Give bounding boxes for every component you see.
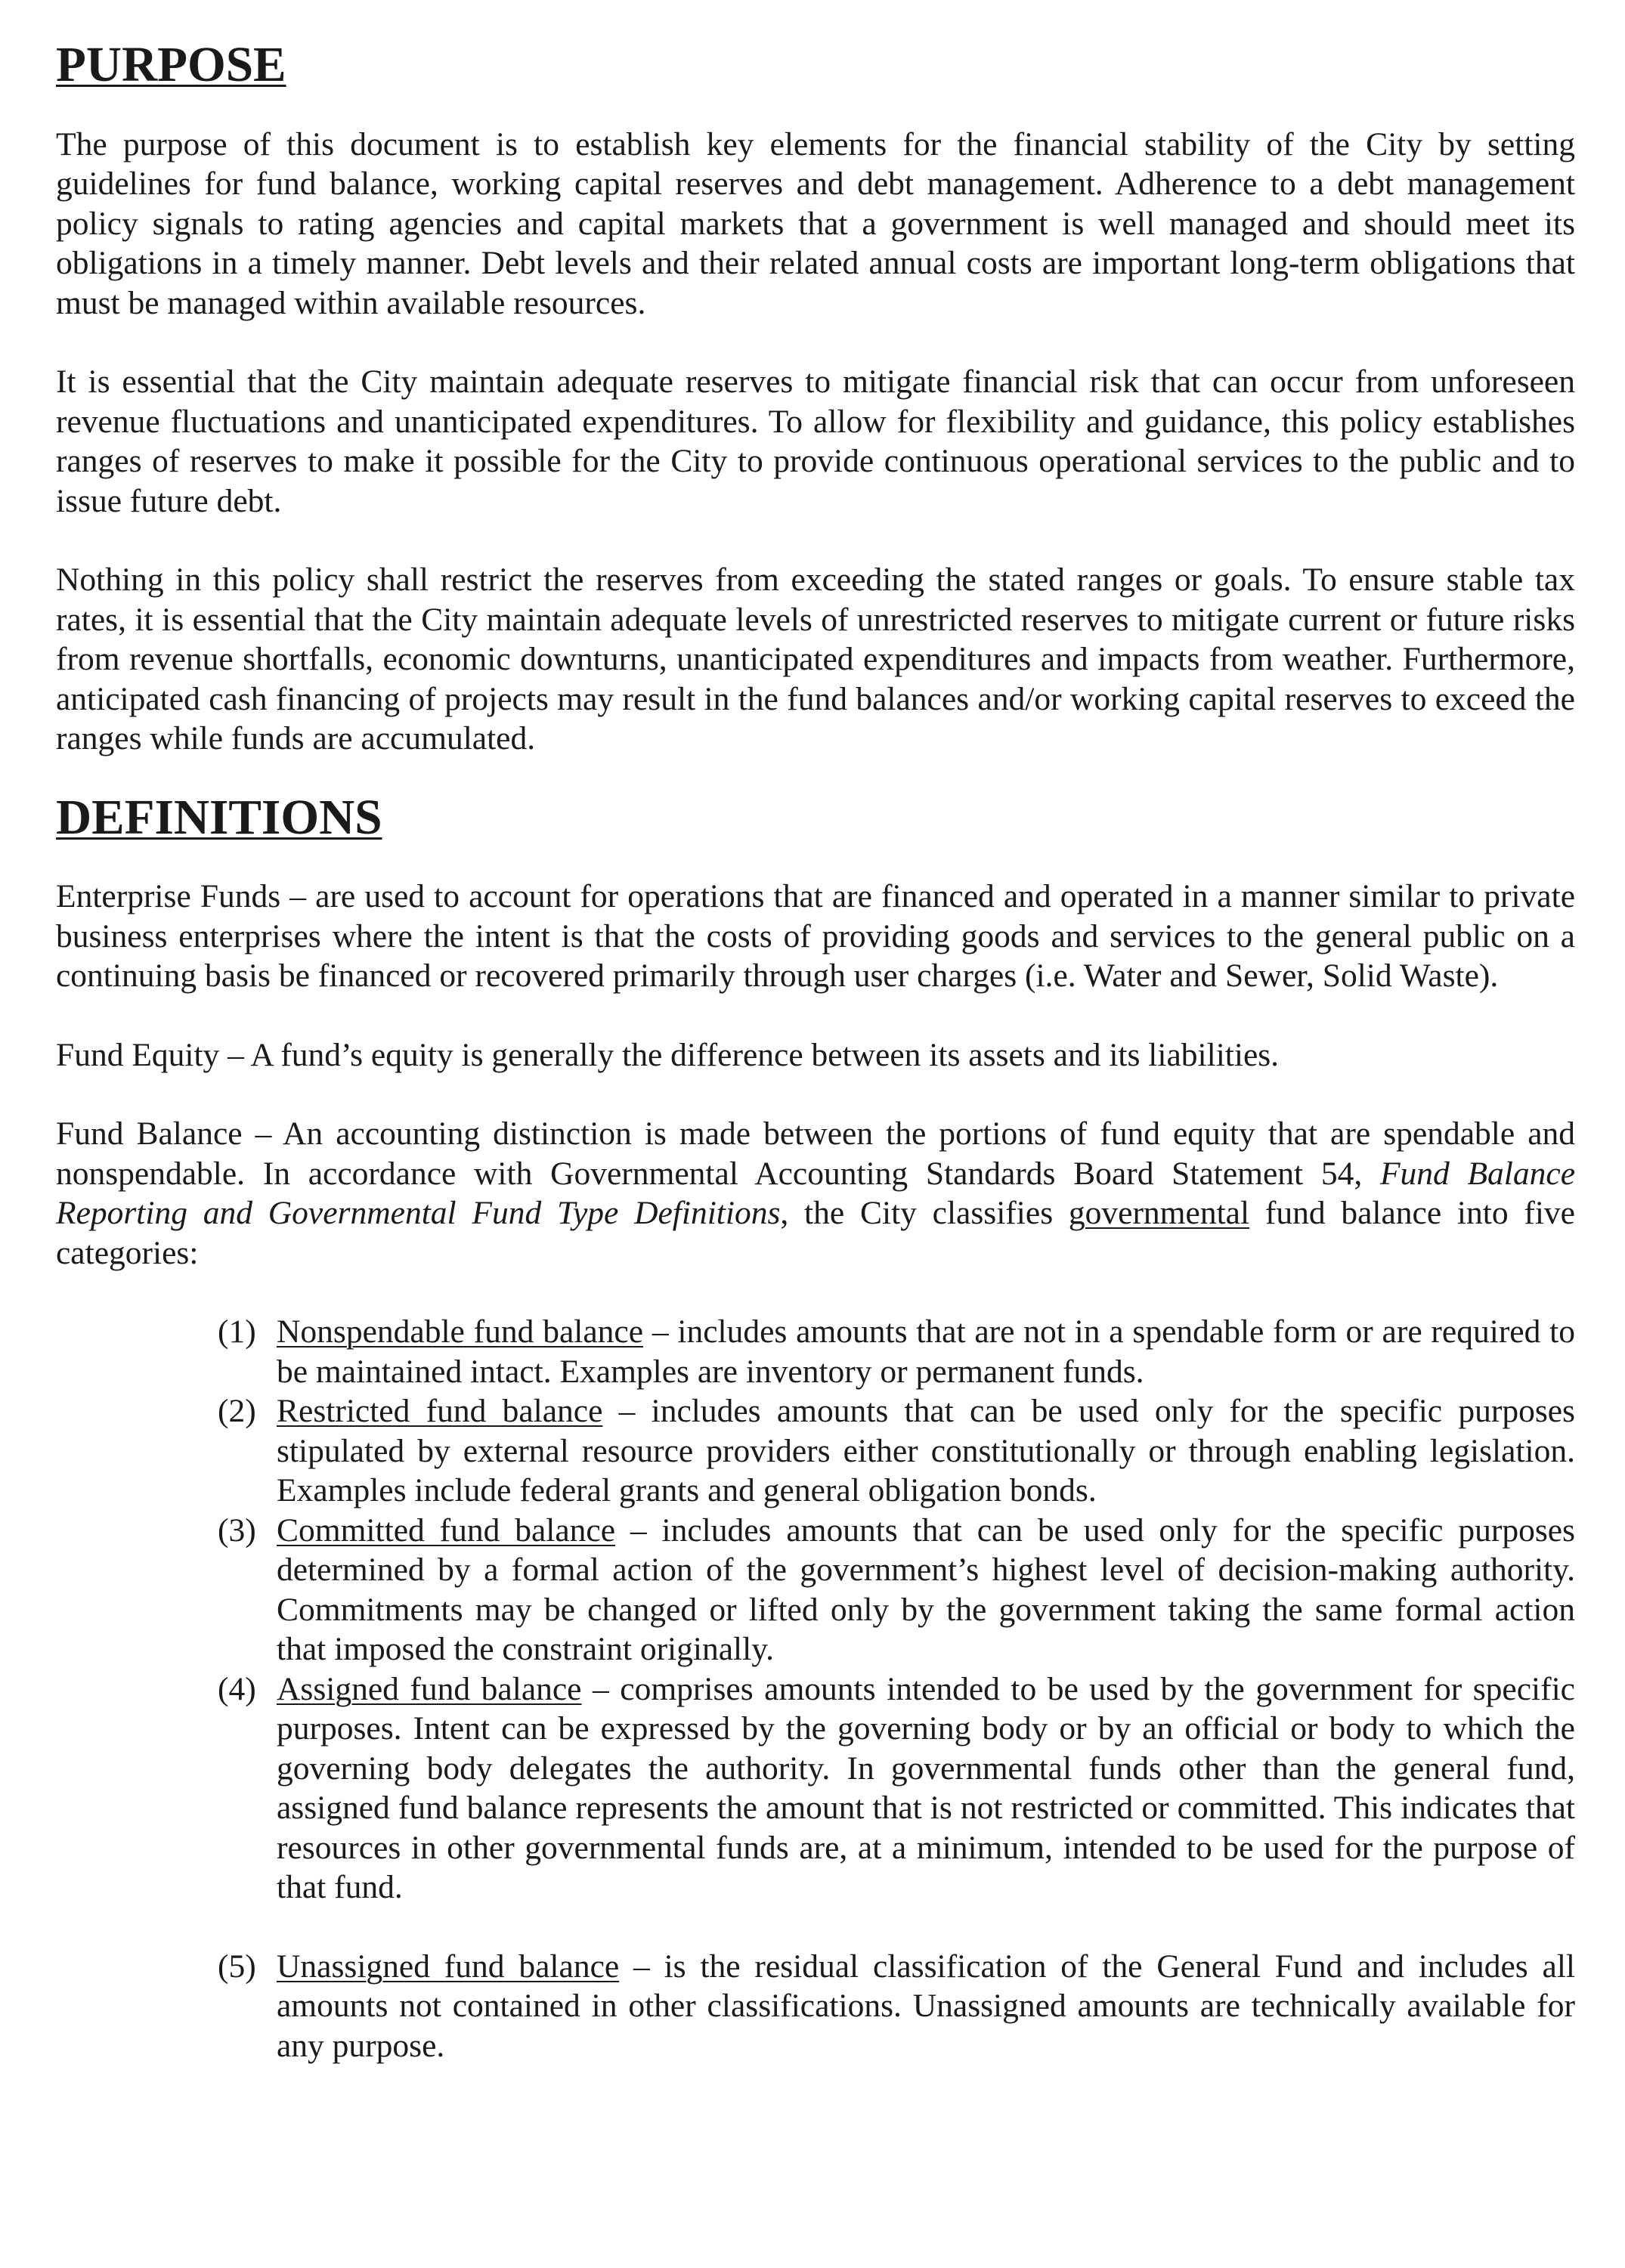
definition-fund-equity: Fund Equity – A fund’s equity is generally the difference between its assets and its liabilities. <box>56 1036 1280 1073</box>
governmental-underlined: governmental <box>1068 1195 1250 1231</box>
category-term: Committed fund balance <box>277 1511 616 1549</box>
fund-balance-categories <box>56 1312 1575 2065</box>
gasb-statement-title: Fund Balance Reporting and Governmental Fund Type Definitions <box>56 1155 1575 1231</box>
fund-balance-text: Fund Balance – An accounting distinction is made between the portions of fund equity that are spendable and nonspendable. In accordance with Governmental Accounting Standards Board Statement 54, <box>56 1115 1575 1192</box>
definition-fund-balance <box>56 1114 1575 1273</box>
category-number: (4) <box>218 1670 256 1707</box>
category-term: Assigned fund balance <box>277 1670 582 1707</box>
category-text: – is the residual classification of the General Fund and includes all amounts not contained in other classifications. Unassigned amounts are technically available for any purpose. <box>277 1948 1575 2064</box>
category-number: (1) <box>218 1313 256 1350</box>
category-text: – includes amounts that can be used only for the specific purposes determined by a formal action of the government’s highest level of decision-making authority. Commitments may be changed or lifted only by the government taking the same formal action that imposed the constraint originally. <box>277 1511 1575 1667</box>
category-term: Nonspendable fund balance <box>277 1313 644 1350</box>
purpose-heading: PURPOSE <box>56 38 286 92</box>
definitions-heading: DEFINITIONS <box>56 790 382 845</box>
category-text: – includes amounts that can be used only for the specific purposes stipulated by external resource providers either constitutionally or through enabling legislation. Examples include federal grants and general obligation bonds. <box>277 1393 1575 1508</box>
category-term: Restricted fund balance <box>277 1393 603 1429</box>
category-item <box>218 1312 1575 1391</box>
definition-enterprise-funds: Enterprise Funds – are used to account for operations that are financed and operated in a manner similar to private business enterprises where the intent is that the costs of providing goods and services to the general public on a continuing basis be financed or recovered primarily through user charges (i.e. Water and Sewer, Solid Waste). <box>56 878 1575 994</box>
category-number: (2) <box>218 1393 256 1429</box>
purpose-paragraph: It is essential that the City maintain adequate reserves to mitigate financial risk that can occur from unforeseen revenue fluctuations and unanticipated expenditures. To allow for flexibility and guidance, this policy establishes ranges of reserves to make it possible for the City to provide continuous operational services to the public and to issue future debt. <box>56 364 1575 519</box>
category-text: – includes amounts that are not in a spendable form or are required to be maintained intact. Examples are inventory or permanent funds. <box>277 1313 1575 1390</box>
category-term: Unassigned fund balance <box>277 1948 620 1985</box>
fund-balance-text: , the City classifies <box>780 1195 1069 1231</box>
category-number: (5) <box>218 1948 256 1985</box>
fund-balance-text: fund balance into five categories: <box>56 1195 1575 1271</box>
category-item <box>218 1391 1575 1511</box>
category-number: (3) <box>218 1511 256 1549</box>
document-page <box>56 38 1575 2065</box>
category-text: – comprises amounts intended to be used by the government for specific purposes. Intent can be expressed by the governing body or by an official or body to which the governing body delegates the authority. In governmental funds other than the general fund, assigned fund balance represents the amount that is not restricted or committed. This indicates that resources in other governmental funds are, at a minimum, intended to be used for the purpose of that fund. <box>277 1670 1575 1905</box>
category-item <box>218 1947 1575 2066</box>
category-item <box>218 1669 1575 1908</box>
purpose-paragraph: Nothing in this policy shall restrict the reserves from exceeding the stated ranges or goals. To ensure stable tax rates, it is essential that the City maintain adequate levels of unrestricted reserves to mitigate current or future risks from revenue shortfalls, economic downturns, unanticipated expenditures and impacts from weather. Furthermore, anticipated cash financing of projects may result in the fund balances and/or working capital reserves to exceed the ranges while funds are accumulated. <box>56 562 1575 757</box>
category-item <box>218 1511 1575 1669</box>
purpose-paragraph: The purpose of this document is to establish key elements for the financial stability of the City by setting guidelines for fund balance, working capital reserves and debt management. Adherence to a debt management policy signals to rating agencies and capital markets that a government is well managed and should meet its obligations in a timely manner. Debt levels and their related annual costs are important long-term obligations that must be managed within available resources. <box>56 125 1575 321</box>
